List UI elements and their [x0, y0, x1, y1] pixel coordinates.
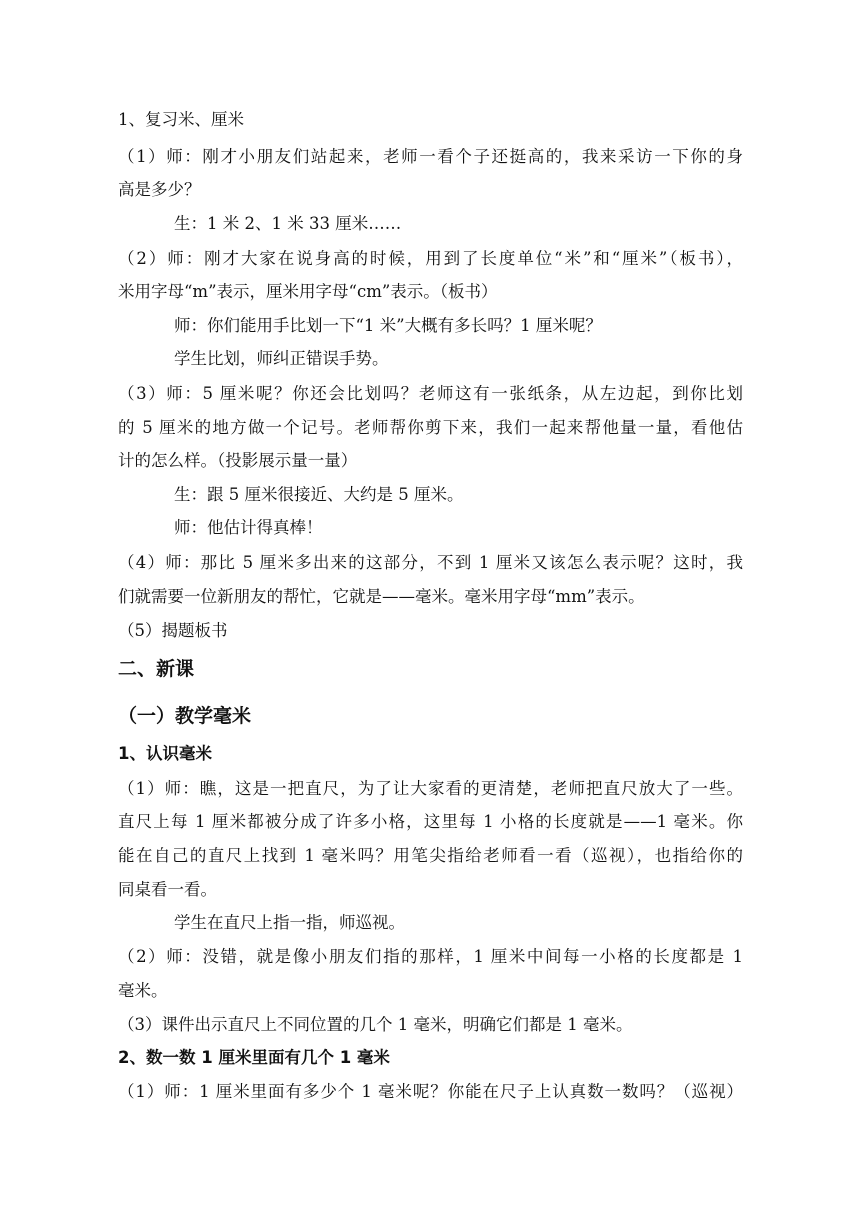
paragraph-line: （3）师：5 厘米呢？你还会比划吗？老师这有一张纸条，从左边起，到你比划: [118, 384, 743, 403]
paragraph-line: 师：你们能用手比划一下“1 米”大概有多长吗？1 厘米呢？: [174, 316, 602, 335]
paragraph-line: 学生在直尺上指一指，师巡视。: [174, 913, 405, 932]
paragraph-line: 师：他估计得真棒！: [174, 518, 323, 537]
paragraph-line: 计的怎么样。（投影展示量一量）: [118, 451, 358, 470]
paragraph-line: 能在自己的直尺上找到 1 毫米吗？用笔尖指给老师看一看（巡视），也指给你的: [118, 846, 743, 865]
paragraph-line: （2）师：刚才大家在说身高的时候，用到了长度单位“米”和“厘米”（板书），: [118, 249, 743, 268]
item-heading-count-millimeters: 2、数一数 1 厘米里面有几个 1 毫米: [118, 1048, 390, 1067]
paragraph-line: 们就需要一位新朋友的帮忙，它就是——毫米。毫米用字母“mm”表示。: [118, 587, 645, 606]
paragraph-line: 的 5 厘米的地方做一个记号。老师帮你剪下来，我们一起来帮他量一量，看他估: [118, 418, 743, 437]
paragraph-line: 毫米。: [118, 981, 168, 1000]
paragraph-line: 生：1 米 2、1 米 33 厘米……: [174, 214, 402, 233]
section-heading-review: 1、复习米、厘米: [118, 110, 244, 129]
paragraph-line: 生：跟 5 厘米很接近、大约是 5 厘米。: [174, 485, 464, 504]
paragraph-line: 直尺上每 1 厘米都被分成了许多小格，这里每 1 小格的长度就是——1 毫米。你: [118, 812, 743, 831]
paragraph-line: （2）师：没错，就是像小朋友们指的那样，1 厘米中间每一小格的长度都是 1: [118, 947, 743, 966]
paragraph-line: （3）课件出示直尺上不同位置的几个 1 毫米，明确它们都是 1 毫米。: [118, 1015, 633, 1034]
paragraph-line: 同桌看一看。: [118, 880, 217, 899]
paragraph-line: 学生比划，师纠正错误手势。: [174, 349, 389, 368]
section-heading-new-lesson: 二、新课: [118, 658, 195, 680]
paragraph-line: （1）师：刚才小朋友们站起来，老师一看个子还挺高的，我来采访一下你的身: [118, 147, 743, 166]
paragraph-line: （5）揭题板书: [118, 621, 228, 640]
paragraph-line: （4）师：那比 5 厘米多出来的这部分，不到 1 厘米又该怎么表示呢？这时，我: [118, 553, 743, 572]
paragraph-line: 高是多少？: [118, 180, 201, 199]
subsection-heading-millimeter: （一）教学毫米: [118, 705, 252, 727]
item-heading-know-millimeter: 1、认识毫米: [118, 744, 212, 763]
paragraph-line: 米用字母“m”表示，厘米用字母“cm”表示。（板书）: [118, 282, 498, 301]
paragraph-line: （1）师：瞧，这是一把直尺，为了让大家看的更清楚，老师把直尺放大了一些。: [118, 779, 743, 798]
paragraph-line: （1）师：1 厘米里面有多少个 1 毫米呢？你能在尺子上认真数一数吗？（巡视）: [118, 1082, 743, 1101]
